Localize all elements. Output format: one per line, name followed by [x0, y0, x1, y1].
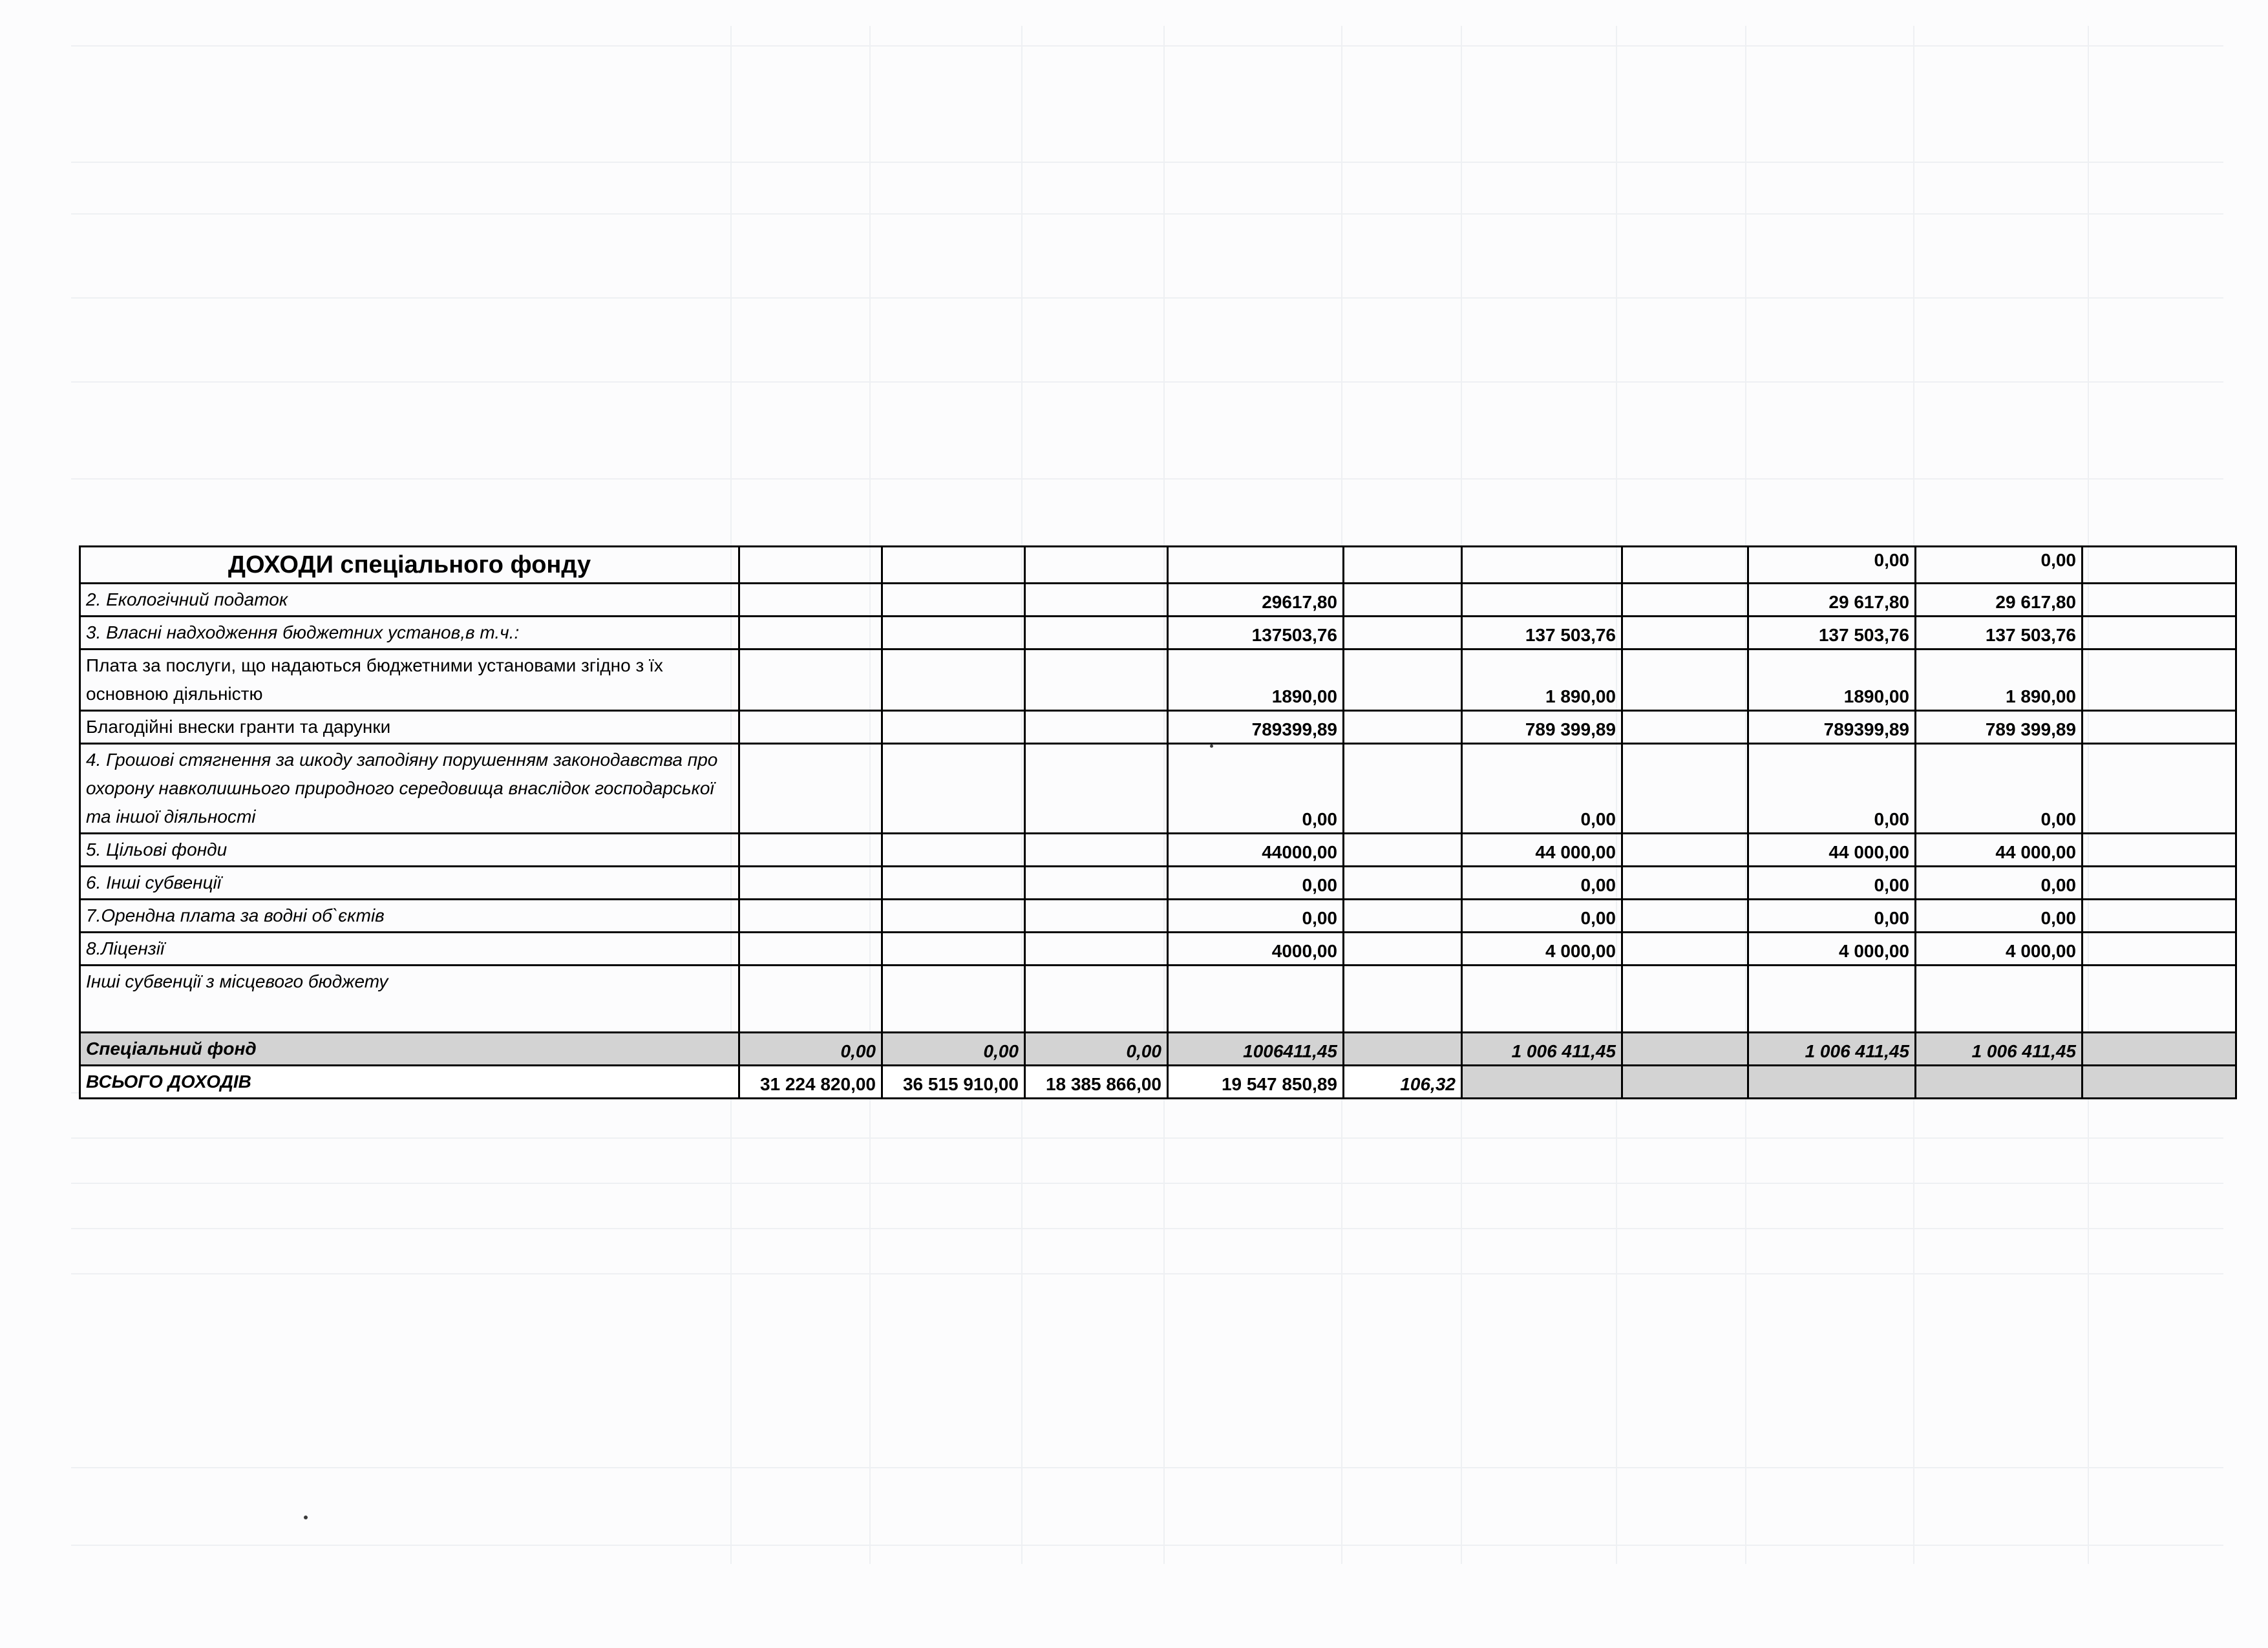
cell: [1622, 584, 1748, 617]
cell: 1 006 411,45: [1916, 1033, 2083, 1066]
table-row: [80, 711, 2236, 744]
cell: 44 000,00: [1916, 834, 2083, 867]
cell: 789399,89: [1748, 711, 1916, 744]
cell: [1622, 900, 1748, 933]
cell: 1890,00: [1748, 650, 1916, 711]
row-label: Благодійні внески гранти та дарунки: [80, 711, 739, 744]
cell: [1916, 966, 2083, 1033]
cell: [1025, 744, 1168, 834]
cell: 44 000,00: [1462, 834, 1622, 867]
cell: [1025, 617, 1168, 650]
cell: 1890,00: [1168, 650, 1344, 711]
cell: [1344, 966, 1462, 1033]
cell: [1462, 1066, 1622, 1099]
cell: [1025, 584, 1168, 617]
cell: [2083, 744, 2236, 834]
cell: [2083, 900, 2236, 933]
cell: [2083, 1066, 2236, 1099]
cell: 0,00: [1462, 867, 1622, 900]
cell: [739, 900, 882, 933]
row-label: ВСЬОГО ДОХОДІВ: [80, 1066, 739, 1099]
cell: [1462, 547, 1622, 584]
ghost-line: [71, 1137, 2223, 1139]
cell: [1344, 584, 1462, 617]
table-body: [80, 547, 2236, 1099]
cell: [1622, 711, 1748, 744]
cell: [1748, 966, 1916, 1033]
cell: [2083, 711, 2236, 744]
ghost-line: [71, 162, 2223, 163]
cell: [2083, 1033, 2236, 1066]
cell: 4 000,00: [1748, 933, 1916, 966]
cell: [2083, 617, 2236, 650]
cell: [739, 867, 882, 900]
cell: [882, 933, 1025, 966]
row-label: 7.Орендна плата за водні об`єктів: [80, 900, 739, 933]
table-row: [80, 617, 2236, 650]
cell: 19 547 850,89: [1168, 1066, 1344, 1099]
cell: [1462, 584, 1622, 617]
cell: [1344, 933, 1462, 966]
cell: [739, 744, 882, 834]
cell: [739, 933, 882, 966]
cell: 0,00: [1916, 900, 2083, 933]
special-fund-revenue-table: [79, 545, 2237, 1099]
cell: [1748, 1066, 1916, 1099]
table-row: [80, 650, 2236, 711]
cell: 0,00: [1748, 900, 1916, 933]
cell: [1025, 966, 1168, 1033]
cell: [1344, 744, 1462, 834]
cell: [1344, 547, 1462, 584]
cell: [1344, 834, 1462, 867]
ghost-line: [71, 1467, 2223, 1468]
cell: 0,00: [1916, 744, 2083, 834]
cell: [1462, 966, 1622, 1033]
cell: 18 385 866,00: [1025, 1066, 1168, 1099]
row-label: 5. Цільові фонди: [80, 834, 739, 867]
row-label: 4. Грошові стягнення за шкоду заподіяну порушенням законодавства про охорону навколишнього природного середовища внаслідок господарської та іншої діяльності: [80, 744, 739, 834]
cell: [1622, 966, 1748, 1033]
cell: [882, 966, 1025, 1033]
cell: 106,32: [1344, 1066, 1462, 1099]
cell: [739, 966, 882, 1033]
cell: [2083, 966, 2236, 1033]
total-revenue-row: [80, 1066, 2236, 1099]
ghost-line: [71, 381, 2223, 383]
cell: 0,00: [1168, 867, 1344, 900]
cell: 0,00: [1462, 744, 1622, 834]
cell: [2083, 933, 2236, 966]
cell: 31 224 820,00: [739, 1066, 882, 1099]
cell: [1344, 900, 1462, 933]
cell: [1025, 900, 1168, 933]
cell: [1622, 834, 1748, 867]
cell: 0,00: [882, 1033, 1025, 1066]
ghost-line: [71, 1183, 2223, 1184]
ghost-line: [71, 45, 2223, 47]
cell: 0,00: [1916, 867, 2083, 900]
table-row: [80, 900, 2236, 933]
cell: 0,00: [1748, 547, 1916, 584]
cell: 137 503,76: [1748, 617, 1916, 650]
cell: 1 890,00: [1916, 650, 2083, 711]
cell: [882, 547, 1025, 584]
row-label: 3. Власні надходження бюджетних установ,в т.ч.:: [80, 617, 739, 650]
cell: [1025, 933, 1168, 966]
cell: [1025, 867, 1168, 900]
cell: 789 399,89: [1916, 711, 2083, 744]
cell: 0,00: [1168, 900, 1344, 933]
cell: [1025, 547, 1168, 584]
cell: 0,00: [1916, 547, 2083, 584]
table-row: [80, 584, 2236, 617]
cell: 29 617,80: [1748, 584, 1916, 617]
cell: 29617,80: [1168, 584, 1344, 617]
cell: 4000,00: [1168, 933, 1344, 966]
row-label: 6. Інші субвенції: [80, 867, 739, 900]
table-row: [80, 867, 2236, 900]
table-title-row: [80, 547, 2236, 584]
cell: 137 503,76: [1916, 617, 2083, 650]
cell: 36 515 910,00: [882, 1066, 1025, 1099]
cell: [739, 547, 882, 584]
cell: [1025, 711, 1168, 744]
cell: 0,00: [1748, 744, 1916, 834]
cell: [1344, 711, 1462, 744]
cell: 789 399,89: [1462, 711, 1622, 744]
cell: [1344, 617, 1462, 650]
cell: [1622, 650, 1748, 711]
cell: [2083, 584, 2236, 617]
cell: [1344, 650, 1462, 711]
cell: [1622, 1033, 1748, 1066]
cell: [1168, 966, 1344, 1033]
table-title: ДОХОДИ спеціального фонду: [80, 547, 739, 584]
cell: [882, 900, 1025, 933]
special-fund-row: [80, 1033, 2236, 1066]
cell: 4 000,00: [1916, 933, 2083, 966]
table-row: [80, 933, 2236, 966]
cell: [1344, 867, 1462, 900]
cell: [1622, 867, 1748, 900]
cell: [882, 867, 1025, 900]
table-row: [80, 834, 2236, 867]
cell: [1025, 650, 1168, 711]
cell: 1 890,00: [1462, 650, 1622, 711]
ghost-line: [71, 1228, 2223, 1229]
cell: [882, 584, 1025, 617]
cell: 137 503,76: [1462, 617, 1622, 650]
cell: [882, 650, 1025, 711]
cell: [739, 650, 882, 711]
cell: 0,00: [739, 1033, 882, 1066]
row-label: 8.Ліцензії: [80, 933, 739, 966]
cell: [739, 617, 882, 650]
ghost-line: [71, 1273, 2223, 1274]
cell: [882, 834, 1025, 867]
ghost-line: [71, 478, 2223, 480]
ghost-line: [71, 1545, 2223, 1546]
cell: 0,00: [1025, 1033, 1168, 1066]
cell: [739, 711, 882, 744]
cell: [2083, 650, 2236, 711]
cell: [739, 834, 882, 867]
cell: [882, 711, 1025, 744]
cell: 44 000,00: [1748, 834, 1916, 867]
scan-speck: [304, 1516, 308, 1519]
cell: 0,00: [1168, 744, 1344, 834]
cell: 1 006 411,45: [1462, 1033, 1622, 1066]
ghost-line: [71, 297, 2223, 299]
cell: [1622, 1066, 1748, 1099]
cell: 789399,89: [1168, 711, 1344, 744]
cell: [1025, 834, 1168, 867]
cell: 0,00: [1462, 900, 1622, 933]
cell: [1344, 1033, 1462, 1066]
cell: [1622, 617, 1748, 650]
cell: 29 617,80: [1916, 584, 2083, 617]
table-row: [80, 966, 2236, 1033]
cell: [882, 617, 1025, 650]
cell: [1622, 547, 1748, 584]
cell: [1916, 1066, 2083, 1099]
cell: [2083, 834, 2236, 867]
cell: [2083, 547, 2236, 584]
row-label: Спеціальний фонд: [80, 1033, 739, 1066]
ghost-line: [71, 213, 2223, 215]
cell: [1622, 744, 1748, 834]
table-row: [80, 744, 2236, 834]
cell: [2083, 867, 2236, 900]
row-label: Інші субвенції з місцевого бюджету: [80, 966, 739, 1033]
cell: [882, 744, 1025, 834]
row-label: 2. Екологічний податок: [80, 584, 739, 617]
cell: 137503,76: [1168, 617, 1344, 650]
cell: [739, 584, 882, 617]
cell: 44000,00: [1168, 834, 1344, 867]
cell: 1 006 411,45: [1748, 1033, 1916, 1066]
cell: 1006411,45: [1168, 1033, 1344, 1066]
row-label: Плата за послуги, що надаються бюджетними установами згідно з їх основною діяльністю: [80, 650, 739, 711]
cell: [1168, 547, 1344, 584]
cell: [1622, 933, 1748, 966]
cell: 0,00: [1748, 867, 1916, 900]
cell: 4 000,00: [1462, 933, 1622, 966]
